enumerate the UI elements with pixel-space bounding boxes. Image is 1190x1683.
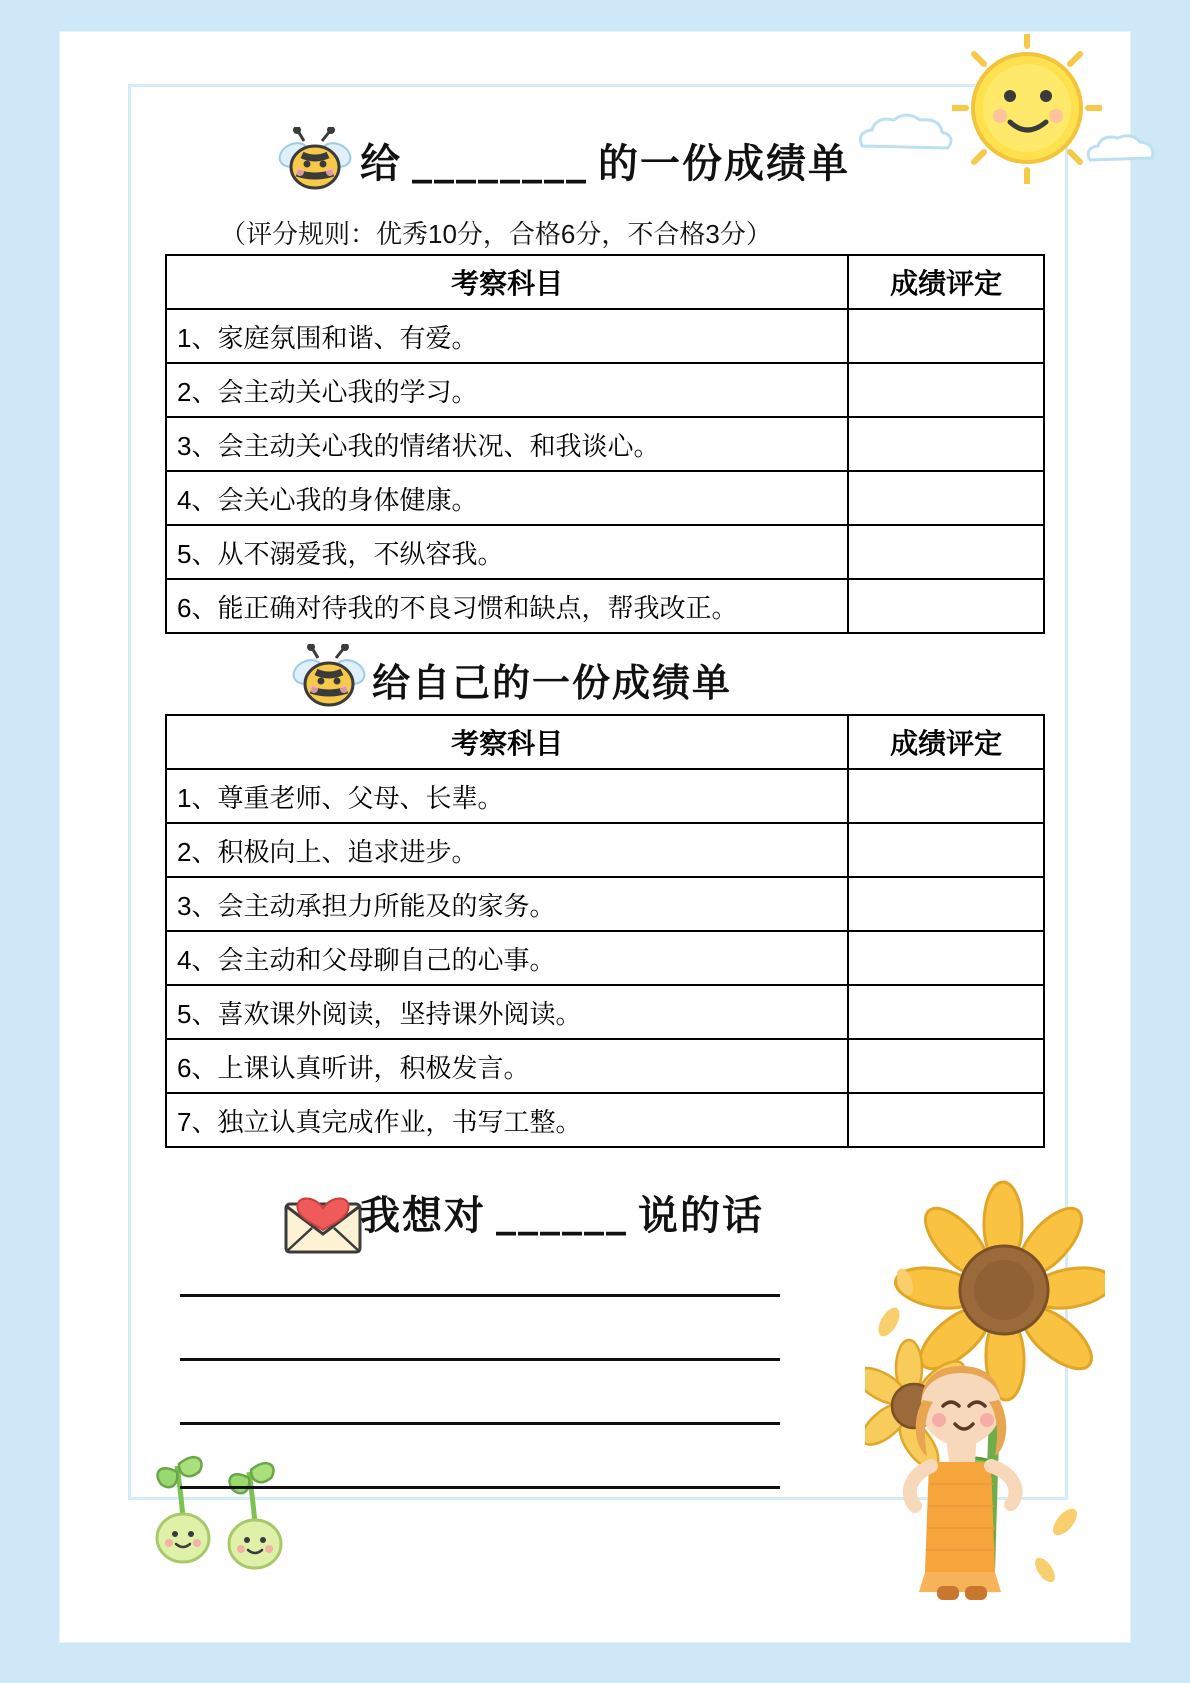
cloud-icon [850, 110, 960, 161]
row-subject: 5、喜欢课外阅读，坚持课外阅读。 [166, 985, 848, 1039]
row-score-cell[interactable] [848, 769, 1044, 823]
table-row [166, 877, 1044, 931]
parent-grade-table [165, 254, 1045, 634]
row-subject: 1、家庭氛围和谐、有爱。 [166, 309, 848, 363]
message-line[interactable] [180, 1422, 780, 1425]
page-title-blank: ________ [412, 137, 588, 184]
bee-icon [292, 644, 366, 723]
scoring-rule-note: （评分规则：优秀10分，合格6分，不合格3分） [220, 219, 772, 249]
envelope-heart-icon [278, 1174, 368, 1265]
row-subject: 1、尊重老师、父母、长辈。 [166, 769, 848, 823]
row-subject: 4、会关心我的身体健康。 [166, 471, 848, 525]
header-subject: 考察科目 [166, 715, 848, 769]
row-score-cell[interactable] [848, 931, 1044, 985]
row-score-cell[interactable] [848, 363, 1044, 417]
row-score-cell[interactable] [848, 1093, 1044, 1147]
table-row [166, 309, 1044, 363]
row-score-cell[interactable] [848, 877, 1044, 931]
page-title-prefix: 给 [360, 140, 402, 187]
self-table-body [166, 769, 1044, 1147]
table-row [166, 985, 1044, 1039]
page-title [360, 132, 850, 189]
row-score-cell[interactable] [848, 1039, 1044, 1093]
row-score-cell[interactable] [848, 579, 1044, 633]
bee-icon [278, 127, 352, 206]
row-subject: 5、从不溺爱我，不纵容我。 [166, 525, 848, 579]
self-grade-table [165, 714, 1045, 1148]
message-title [360, 1184, 764, 1241]
row-score-cell[interactable] [848, 525, 1044, 579]
table-row [166, 363, 1044, 417]
row-subject: 6、上课认真听讲，积极发言。 [166, 1039, 848, 1093]
header-score: 成绩评定 [848, 255, 1044, 309]
table-row [166, 1039, 1044, 1093]
row-subject: 2、会主动关心我的学习。 [166, 363, 848, 417]
row-score-cell[interactable] [848, 985, 1044, 1039]
sprout-icon [145, 1422, 315, 1587]
row-subject: 2、积极向上、追求进步。 [166, 823, 848, 877]
row-score-cell[interactable] [848, 471, 1044, 525]
parent-table-body [166, 309, 1044, 633]
row-subject: 6、能正确对待我的不良习惯和缺点，帮我改正。 [166, 579, 848, 633]
worksheet-page [60, 32, 1130, 1642]
table-row [166, 769, 1044, 823]
table-row [166, 823, 1044, 877]
table-row [166, 579, 1044, 633]
row-score-cell[interactable] [848, 823, 1044, 877]
sunflower-girl-icon [865, 1162, 1105, 1607]
message-title-suffix: 说的话 [638, 1192, 764, 1239]
row-subject: 4、会主动和父母聊自己的心事。 [166, 931, 848, 985]
table-row [166, 1093, 1044, 1147]
table-row [166, 931, 1044, 985]
row-score-cell[interactable] [848, 309, 1044, 363]
row-subject: 3、会主动承担力所能及的家务。 [166, 877, 848, 931]
row-subject: 3、会主动关心我的情绪状况、和我谈心。 [166, 417, 848, 471]
cloud-icon [1082, 130, 1162, 173]
table-row [166, 525, 1044, 579]
header-score: 成绩评定 [848, 715, 1044, 769]
message-line[interactable] [180, 1486, 780, 1489]
self-section-title [372, 652, 732, 707]
message-line[interactable] [180, 1358, 780, 1361]
row-subject: 7、独立认真完成作业，书写工整。 [166, 1093, 848, 1147]
table-row [166, 417, 1044, 471]
table-row [166, 471, 1044, 525]
page-title-suffix: 的一份成绩单 [598, 140, 850, 187]
sun-icon [952, 34, 1102, 189]
table-header-row [166, 255, 1044, 309]
row-score-cell[interactable] [848, 417, 1044, 471]
message-title-blank: ______ [496, 1189, 628, 1236]
header-subject: 考察科目 [166, 255, 848, 309]
message-title-prefix: 我想对 [360, 1192, 486, 1239]
table-header-row [166, 715, 1044, 769]
message-line[interactable] [180, 1294, 780, 1297]
self-section-title-text: 给自己的一份成绩单 [372, 660, 733, 705]
